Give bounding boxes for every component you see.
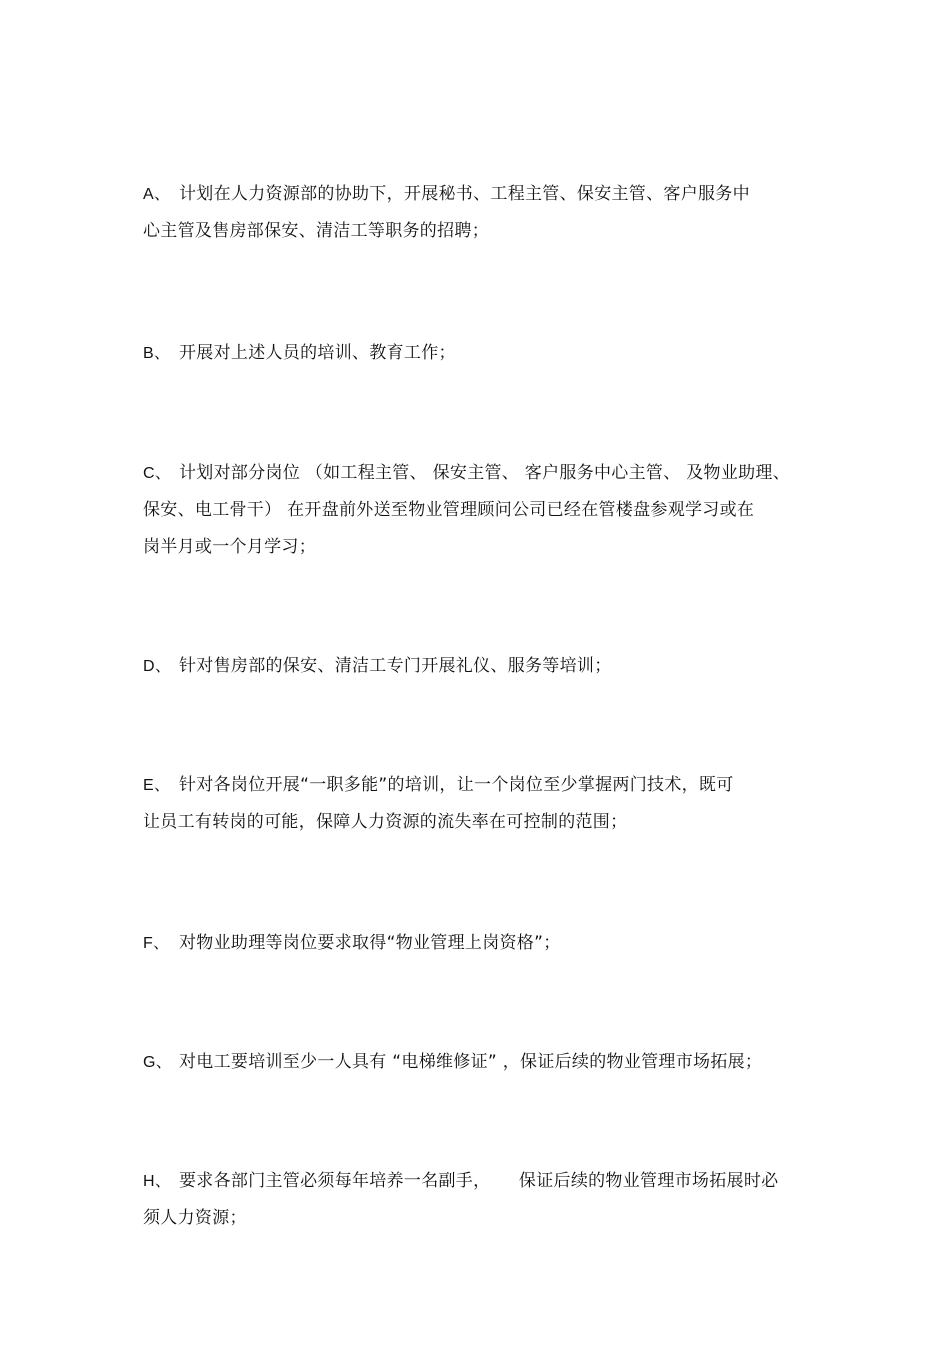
item-line: 须人力资源； (143, 1208, 247, 1228)
item-marker: E、 (143, 777, 171, 794)
item-marker: F、 (143, 935, 170, 952)
item-line (143, 1044, 823, 1081)
item-text: 对物业助理等岗位要求取得“物业管理上岗资格”； (179, 933, 561, 953)
item-marker: C、 (143, 465, 172, 482)
item-text: 要求各部门主管必须每年培养一名副手， 保证后续的物业管理市场拓展时必 (179, 1171, 779, 1191)
list-item-e (143, 767, 823, 841)
list-item-d (143, 648, 823, 685)
item-line (143, 767, 823, 804)
item-text: 计划对部分岗位 （如工程主管、 保安主管、 客户服务中心主管、 及物业助理、 (179, 463, 791, 483)
item-line (143, 335, 823, 372)
item-text: 对电工要培训至少一人具有 “电梯维修证” ，保证后续的物业管理市场拓展； (179, 1052, 763, 1072)
item-line (143, 648, 823, 685)
item-line: 岗半月或一个月学习； (143, 537, 316, 557)
item-line (143, 925, 823, 962)
item-line (143, 455, 823, 492)
item-marker: H、 (143, 1173, 172, 1190)
list-item-h (143, 1163, 823, 1237)
item-line: 让员工有转岗的可能，保障人力资源的流失率在可控制的范围； (143, 812, 628, 832)
item-line (143, 176, 823, 213)
item-text: 针对售房部的保安、清洁工专门开展礼仪、服务等培训； (179, 656, 612, 676)
item-text: 开展对上述人员的培训、教育工作； (179, 343, 456, 363)
list-item-a (143, 176, 823, 250)
item-marker: G、 (143, 1054, 173, 1071)
list-item-c (143, 455, 823, 566)
item-line: 保安、电工骨干） 在开盘前外送至物业管理顾问公司已经在管楼盘参观学习或在 (143, 500, 755, 520)
list-item-g (143, 1044, 823, 1081)
item-marker: B、 (143, 345, 171, 362)
list-item-b (143, 335, 823, 372)
item-marker: A、 (143, 186, 171, 203)
item-text: 针对各岗位开展“一职多能”的培训，让一个岗位至少掌握两门技术，既可 (179, 775, 734, 795)
list-item-f (143, 925, 823, 962)
item-marker: D、 (143, 658, 172, 675)
item-text: 计划在人力资源部的协助下，开展秘书、工程主管、保安主管、客户服务中 (179, 184, 750, 204)
item-line (143, 1163, 823, 1200)
item-line: 心主管及售房部保安、清洁工等职务的招聘； (143, 221, 489, 241)
